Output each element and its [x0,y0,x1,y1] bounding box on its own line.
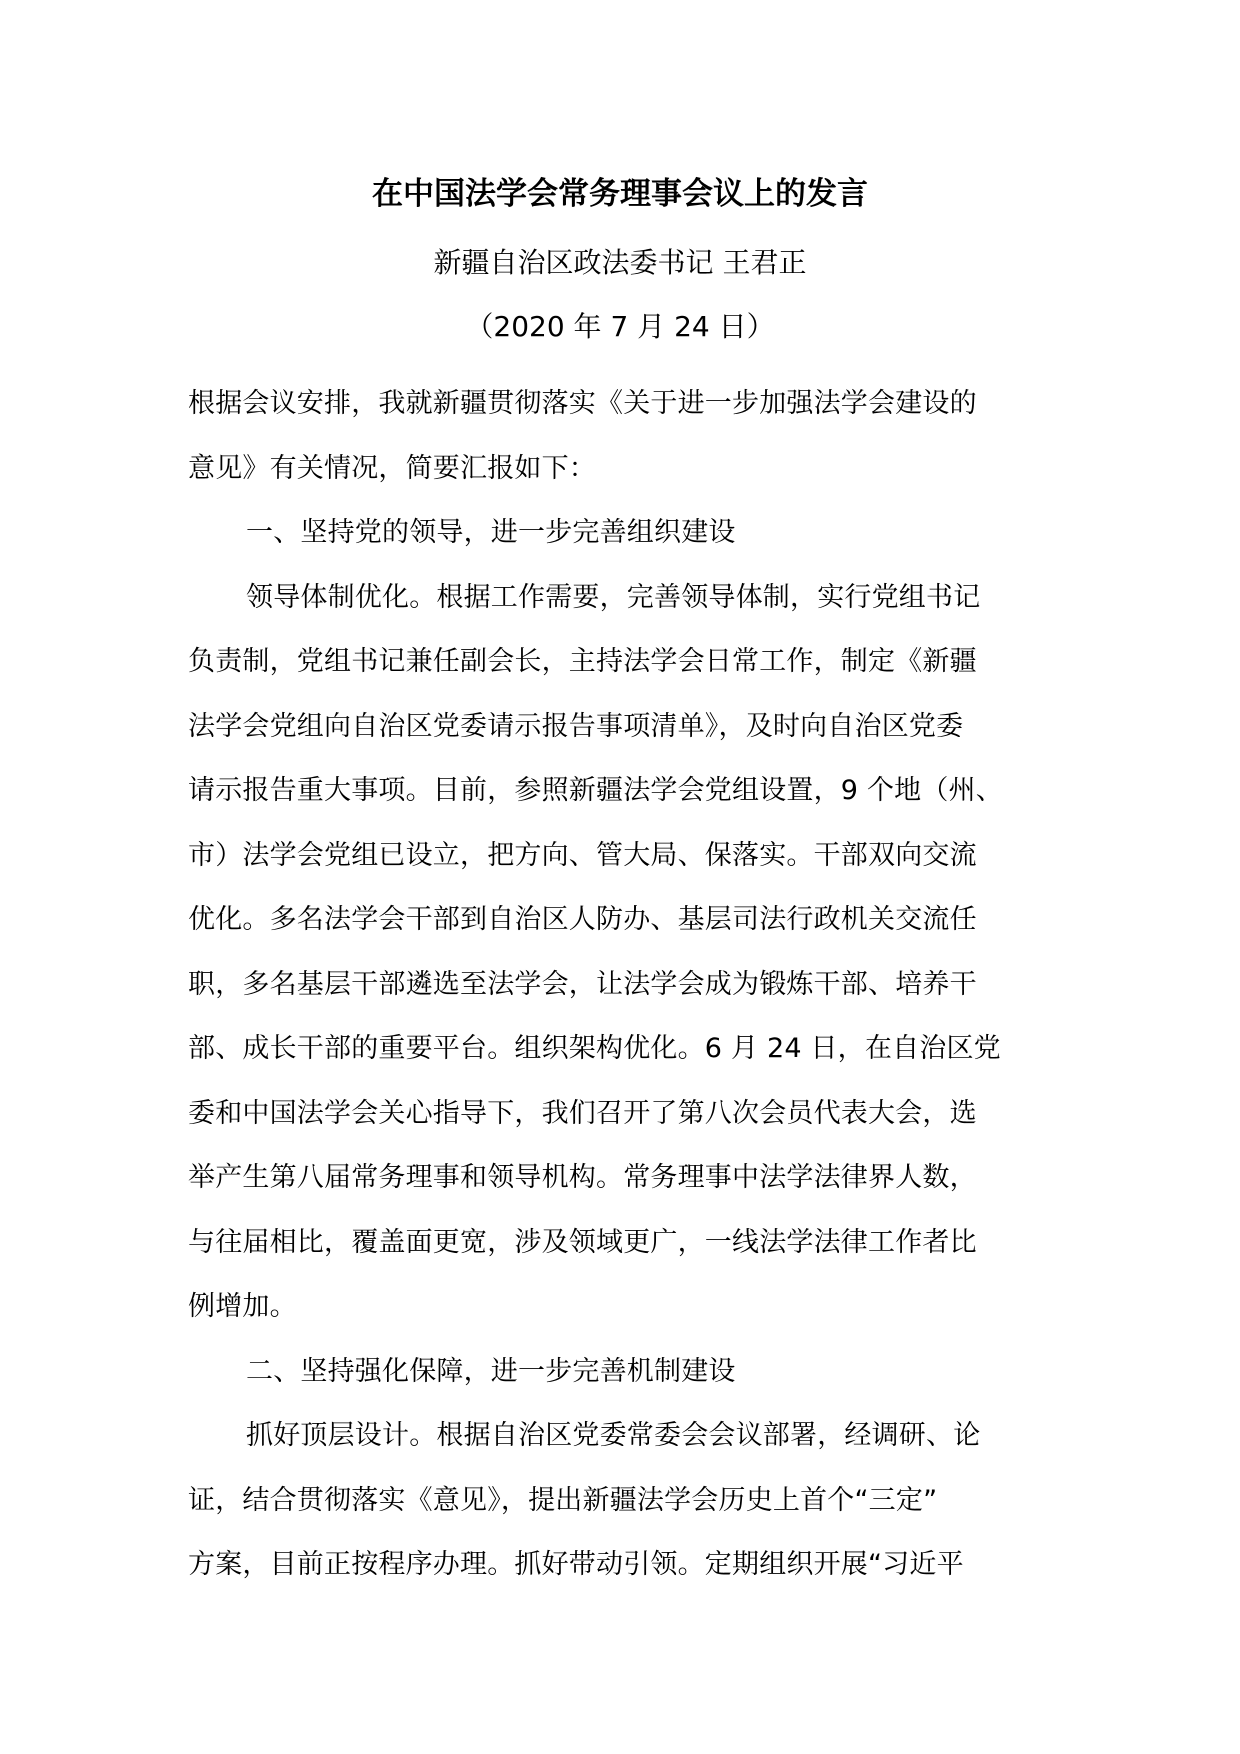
document-author: 新疆自治区政法委书记 王君正 [433,246,807,279]
text-line: 根据会议安排，我就新疆贯彻落实《关于进一步加强法学会建设的 [188,388,977,419]
document-date: （2020 年 7 月 24 日） [465,310,775,343]
text-line: 市）法学会党组已设立，把方向、管大局、保落实。干部双向交流 [188,839,977,871]
text-line: 负责制，党组书记兼任副会长，主持法学会日常工作，制定《新疆 [188,646,977,677]
text-line: 举产生第八届常务理事和领导机构。常务理事中法学法律界人数， [188,1162,977,1193]
document-title: 在中国法学会常务理事会议上的发言 [372,176,868,212]
text-line: 方案，目前正按程序办理。抓好带动引领。定期组织开展“习近平 [188,1549,964,1580]
text-line: 委和中国法学会关心指导下，我们召开了第八次会员代表大会，选 [188,1097,977,1129]
text-line: 职，多名基层干部遴选至法学会，让法学会成为锻炼干部、培养干 [188,968,977,1000]
text-line: 法学会党组向自治区党委请示报告事项清单》，及时向自治区党委 [188,710,964,742]
document-body [188,372,1058,1598]
text-line: 优化。多名法学会干部到自治区人防办、基层司法行政机关交流任 [188,904,977,935]
text-line: 部、成长干部的重要平台。组织架构优化。6 月 24 日，在自治区党 [188,1033,1001,1064]
text-line: 抓好顶层设计。根据自治区党委常委会会议部署，经调研、论 [246,1420,981,1451]
text-line: 领导体制优化。根据工作需要，完善领导体制，实行党组书记 [246,581,981,613]
text-line: 例增加。 [188,1291,297,1322]
text-line: 意见》有关情况，简要汇报如下： [188,452,596,484]
section-heading: 二、坚持强化保障，进一步完善机制建设 [246,1355,736,1387]
text-line: 证，结合贯彻落实《意见》，提出新疆法学会历史上首个“三定” [188,1484,938,1516]
section-heading: 一、坚持党的领导，进一步完善组织建设 [246,517,736,548]
text-line: 请示报告重大事项。目前，参照新疆法学会党组设置，9 个地（州、 [188,775,1003,806]
text-line: 与往届相比，覆盖面更宽，涉及领域更广，一线法学法律工作者比 [188,1226,977,1258]
